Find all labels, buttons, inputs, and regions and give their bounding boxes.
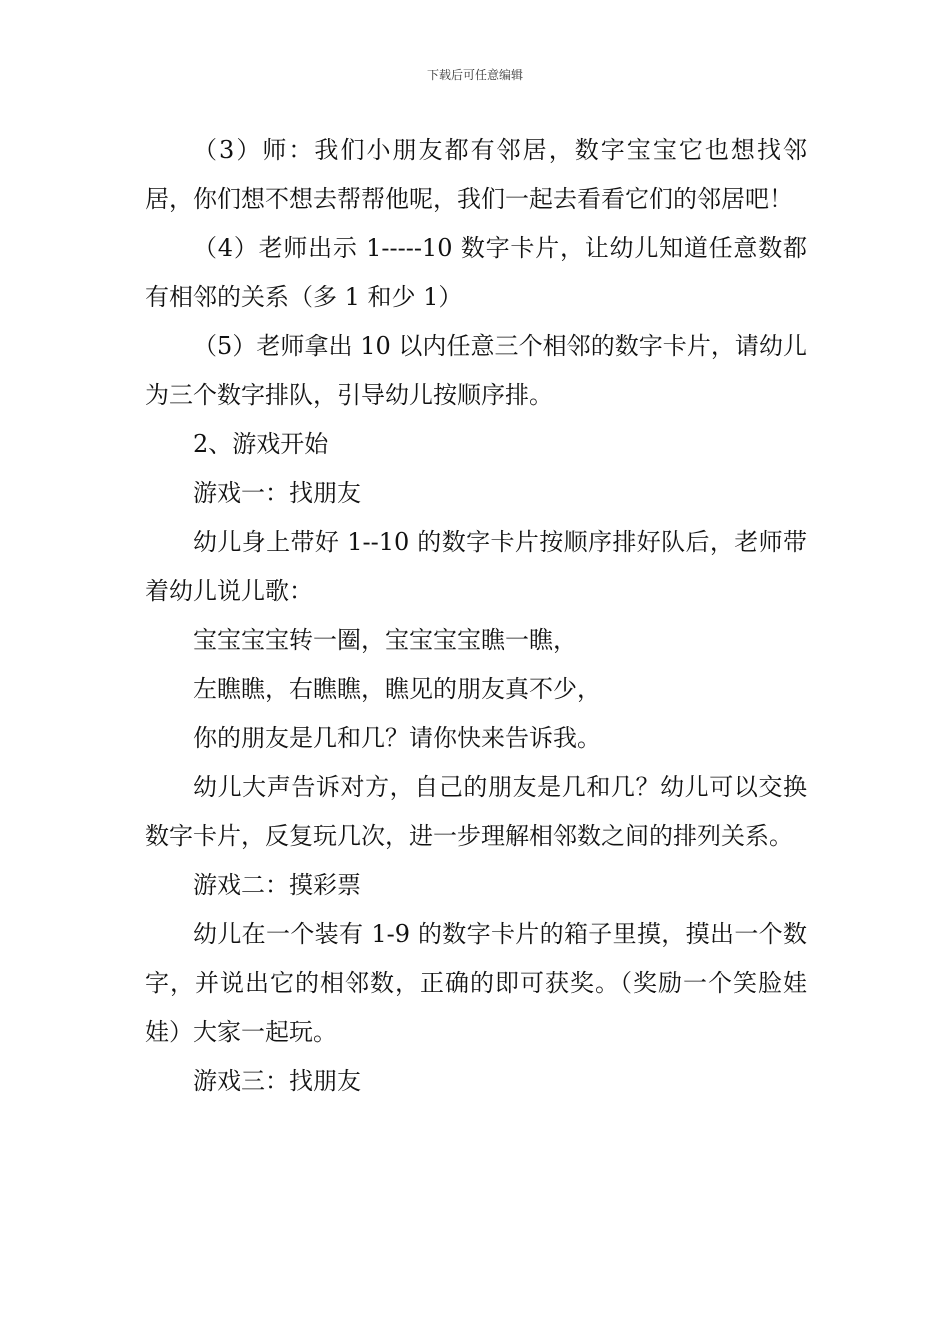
- game-two-title: 游戏二：摸彩票: [193, 871, 361, 899]
- paragraph-step-3: （3）师：我们小朋友都有邻居，数字宝宝它也想找邻居，你们想不想去帮帮他呢，我们一起去看看它们的邻居吧！: [145, 136, 807, 213]
- document-body: [145, 126, 807, 1106]
- paragraph-step-4: （4）老师出示 1-----10 数字卡片，让幼儿知道任意数都有相邻的关系（多 1 和少 1）: [145, 234, 807, 311]
- section-heading-game-start: 2、游戏开始: [193, 430, 329, 458]
- rhyme-line-3: 你的朋友是几和几？请你快来告诉我。: [193, 724, 601, 752]
- game-one-title: 游戏一：找朋友: [193, 479, 361, 507]
- game-three-title: 游戏三：找朋友: [193, 1067, 361, 1095]
- rhyme-line-2: 左瞧瞧，右瞧瞧，瞧见的朋友真不少，: [193, 675, 601, 703]
- game-one-followup: 幼儿大声告诉对方，自己的朋友是几和几？幼儿可以交换数字卡片，反复玩几次，进一步理解相邻数之间的排列关系。: [145, 773, 807, 850]
- page-header: 下载后可任意编辑: [426, 68, 523, 82]
- paragraph-step-5: （5）老师拿出 10 以内任意三个相邻的数字卡片，请幼儿为三个数字排队，引导幼儿按顺序排。: [145, 332, 807, 409]
- game-two-description: 幼儿在一个装有 1-9 的数字卡片的箱子里摸，摸出一个数字，并说出它的相邻数，正确的即可获奖。（奖励一个笑脸娃娃）大家一起玩。: [145, 920, 807, 1046]
- rhyme-line-1: 宝宝宝宝转一圈，宝宝宝宝瞧一瞧，: [193, 626, 577, 654]
- game-one-description: 幼儿身上带好 1--10 的数字卡片按顺序排好队后，老师带着幼儿说儿歌：: [145, 528, 807, 605]
